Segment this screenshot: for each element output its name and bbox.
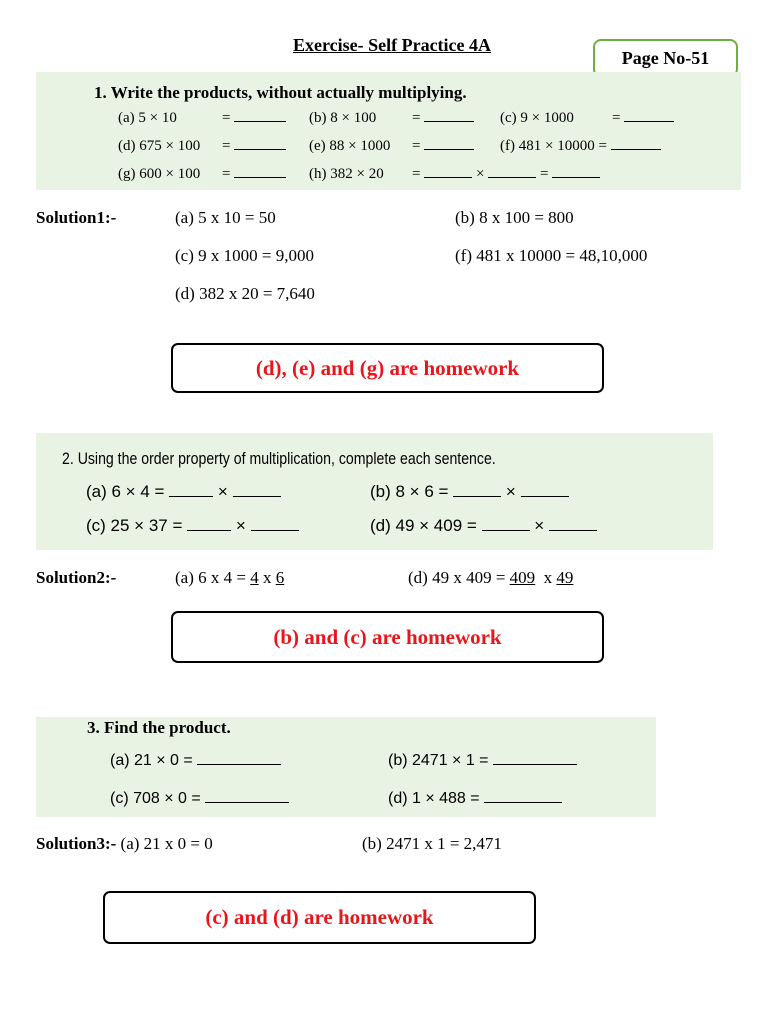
q1-item-b: (b) 8 × 100	[309, 110, 377, 126]
solution-2-label: Solution2:-	[36, 568, 117, 587]
solution-1-a: (a) 5 x 10 = 50	[175, 208, 276, 227]
solution-3-b: (b) 2471 x 1 = 2,471	[362, 834, 502, 853]
homework-note-2: (b) and (c) are homework	[171, 611, 604, 663]
q3-item-b: (b) 2471 × 1 =	[388, 752, 577, 770]
solution-3-label: Solution3:-	[36, 834, 117, 853]
q3-item-a: (a) 21 × 0 =	[110, 752, 281, 770]
solution-2-d: (d) 49 x 409 = 409 x 49	[408, 568, 574, 587]
q3-item-d: (d) 1 × 488 =	[388, 790, 562, 808]
solution-1-b: (b) 8 x 100 = 800	[455, 208, 574, 227]
q3-item-c: (c) 708 × 0 =	[110, 790, 289, 808]
homework-note-3: (c) and (d) are homework	[103, 891, 536, 944]
homework-note-1: (d), (e) and (g) are homework	[171, 343, 604, 393]
q1-eq-d: =	[222, 138, 286, 155]
q1-item-h: (h) 382 × 20	[309, 166, 384, 182]
page-number-badge: Page No-51	[593, 39, 738, 77]
q1-eq-e: =	[412, 138, 474, 155]
q2-item-d: (d) 49 × 409 = ×	[370, 516, 597, 536]
solution-1-label: Solution1:-	[36, 208, 117, 227]
page-title: Exercise- Self Practice 4A	[292, 35, 492, 55]
q1-eq-g: =	[222, 166, 286, 183]
q1-item-a: (a) 5 × 10	[118, 110, 177, 126]
solution-1-c: (c) 9 x 1000 = 9,000	[175, 246, 314, 265]
solution-3-a: (a) 21 x 0 = 0	[116, 834, 213, 853]
q1-item-d: (d) 675 × 100	[118, 138, 201, 154]
q1-eq-b: =	[412, 110, 474, 127]
solution-1-d: (d) 382 x 20 = 7,640	[175, 284, 315, 303]
solution-3-line	[36, 834, 213, 854]
q2-item-c: (c) 25 × 37 = ×	[86, 516, 299, 536]
q1-eq-a: =	[222, 110, 286, 127]
question-2-heading: 2. Using the order property of multiplication, complete each sentence.	[62, 449, 496, 468]
solution-1-f: (f) 481 x 10000 = 48,10,000	[455, 246, 648, 265]
q1-item-g: (g) 600 × 100	[118, 166, 201, 182]
q1-item-e: (e) 88 × 1000	[309, 138, 391, 154]
q1-eq-h: = × =	[412, 166, 600, 183]
q2-item-a: (a) 6 × 4 = ×	[86, 482, 281, 502]
q2-item-b: (b) 8 × 6 = ×	[370, 482, 569, 502]
q1-item-c: (c) 9 × 1000	[500, 110, 574, 126]
q1-eq-c: =	[612, 110, 674, 127]
question-1-heading: 1. Write the products, without actually multiplying.	[94, 83, 467, 102]
solution-2-a: (a) 6 x 4 = 4 x 6	[175, 568, 285, 587]
q1-item-f: (f) 481 × 10000 =	[500, 138, 661, 155]
question-3-heading: 3. Find the product.	[87, 718, 231, 737]
